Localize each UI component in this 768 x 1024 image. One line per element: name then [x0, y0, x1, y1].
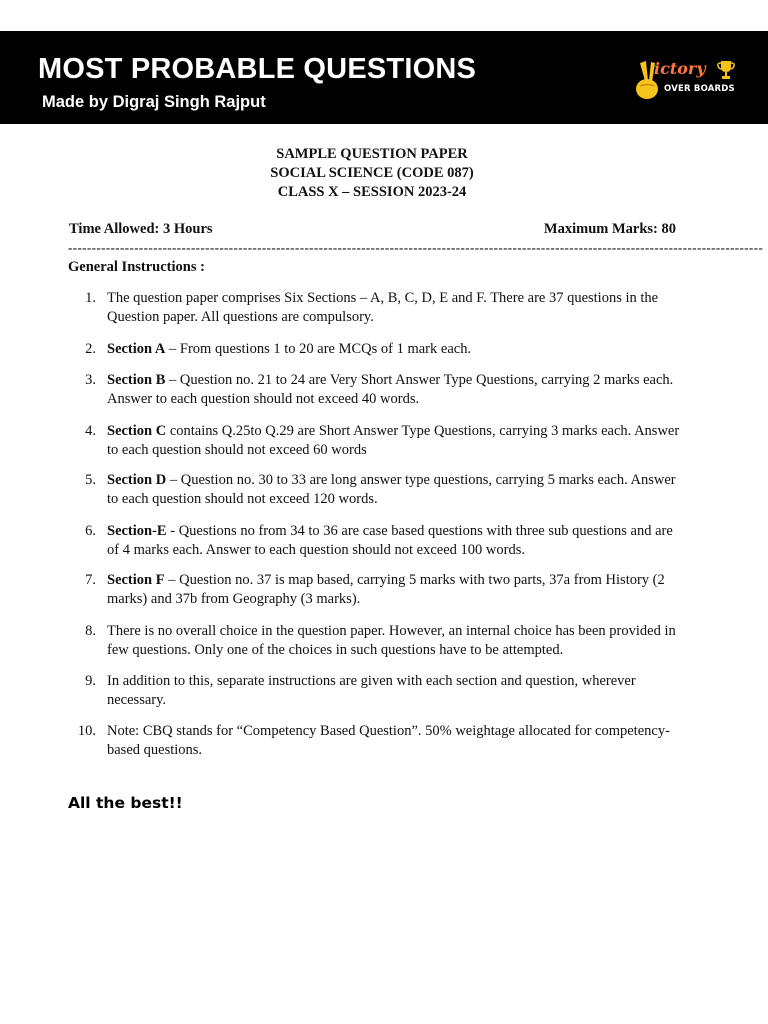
- item-text: The question paper comprises Six Sections – A, B, C, D, E and F. There are 37 questions in the Question paper. All questions are compulsory.: [107, 290, 659, 325]
- item-number: 4.: [85, 423, 96, 439]
- section-label: Section B: [107, 372, 166, 388]
- item-text: Section B – Question no. 21 to 24 are Very Short Answer Type Questions, carrying 2 marks each. Answer to each question should not exceed 40 words.: [107, 372, 674, 407]
- maximum-marks: Maximum Marks: 80: [543, 221, 676, 237]
- item-text: Section-E - Questions no from 34 to 36 are case based questions with three sub questions and are of 4 marks each. Answer to each question should not exceed 100 words.: [107, 523, 673, 558]
- header-banner: [0, 31, 768, 124]
- section-label: Section-E: [107, 523, 167, 539]
- closing-note: All the best!!: [68, 794, 183, 812]
- item-number: 7.: [85, 572, 96, 588]
- item-number: 8.: [85, 623, 96, 639]
- item-number: 1.: [85, 290, 96, 306]
- item-number: 10.: [77, 723, 96, 739]
- separator-line: ---------------------------------------------------------------------------------------------------------------------------------------------------: [68, 240, 764, 255]
- paper-heading-line: CLASS X – SESSION 2023-24: [277, 184, 467, 200]
- item-number: 2.: [85, 341, 96, 357]
- item-text: In addition to this, separate instructions are given with each section and question, wherever necessary.: [107, 673, 636, 708]
- paper-heading-line: SOCIAL SCIENCE (CODE 087): [270, 165, 474, 181]
- item-number: 9.: [85, 673, 96, 689]
- logo-tagline: OVER BOARDS: [664, 84, 735, 94]
- item-text: There is no overall choice in the question paper. However, an internal choice has been provided in few questions. Only one of the choices in such questions have to be attempted.: [107, 623, 676, 658]
- logo-wordmark: ictory: [654, 59, 706, 78]
- trophy-icon: [716, 59, 736, 81]
- paper-heading-line: SAMPLE QUESTION PAPER: [276, 146, 468, 162]
- section-label: Section C: [107, 423, 167, 439]
- victory-logo: [634, 57, 742, 103]
- general-instructions-title: General Instructions :: [68, 259, 205, 275]
- item-text: Section A – From questions 1 to 20 are MCQs of 1 mark each.: [107, 341, 472, 357]
- section-label: Section A: [107, 341, 166, 357]
- item-text: Section D – Question no. 30 to 33 are long answer type questions, carrying 5 marks each. Answer to each question should not exceed 120 words.: [107, 472, 676, 507]
- item-text: Section F – Question no. 37 is map based, carrying 5 marks with two parts, 37a from History (2 marks) and 37b from Geography (3 marks).: [107, 572, 665, 607]
- section-label: Section F: [107, 572, 165, 588]
- item-text: Section C contains Q.25to Q.29 are Short Answer Type Questions, carrying 3 marks each. Answer to each question should not exceed 60 words: [107, 423, 680, 458]
- banner-subtitle: Made by Digraj Singh Rajput: [42, 93, 266, 111]
- item-number: 5.: [85, 472, 96, 488]
- item-number: 6.: [85, 523, 96, 539]
- time-allowed: Time Allowed: 3 Hours: [69, 221, 213, 237]
- item-text: Note: CBQ stands for “Competency Based Question”. 50% weightage allocated for competency-based questions.: [107, 723, 670, 758]
- banner-title: MOST PROBABLE QUESTIONS: [38, 53, 477, 85]
- item-number: 3.: [85, 372, 96, 388]
- section-label: Section D: [107, 472, 167, 488]
